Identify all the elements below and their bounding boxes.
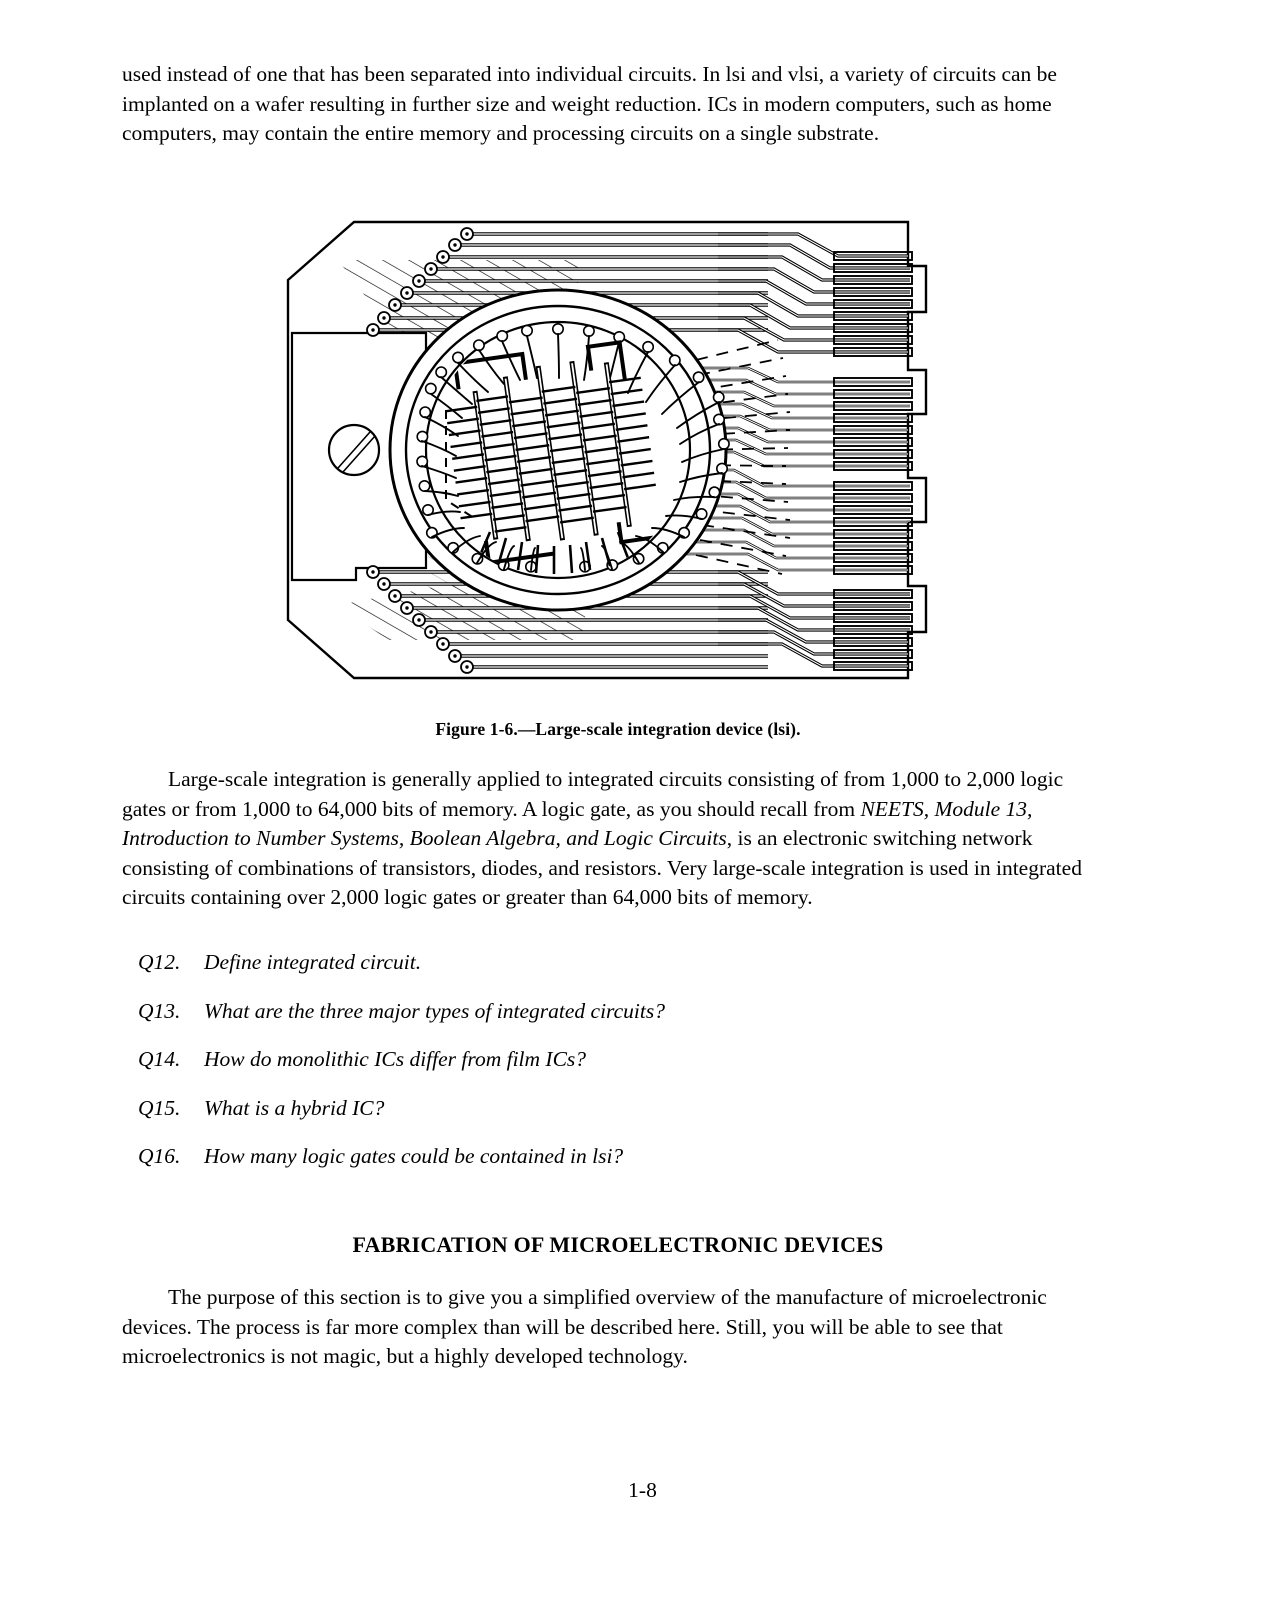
top-paragraph-block bbox=[122, 60, 1120, 149]
list-item bbox=[138, 948, 1038, 977]
page-number: 1-8 bbox=[628, 1478, 657, 1502]
question-number: Q15. bbox=[138, 1095, 181, 1120]
list-item bbox=[138, 1142, 1038, 1171]
question-text: How do monolithic ICs differ from film ICs? bbox=[204, 1047, 587, 1071]
screw-head bbox=[329, 425, 379, 475]
closing-paragraph-block bbox=[122, 1283, 1097, 1372]
section-heading: FABRICATION OF MICROELECTRONIC DEVICES bbox=[352, 1232, 884, 1257]
question-number: Q13. bbox=[138, 998, 181, 1023]
figure-lsi-device bbox=[278, 200, 958, 700]
question-number: Q14. bbox=[138, 1047, 181, 1071]
question-text: Define integrated circuit. bbox=[204, 950, 422, 974]
main-paragraph-part1: Large-scale integration is generally applied to integrated circuits consisting of from 1,000 to 2,000 logic gates or from 1,000 to 64,000 bits of memory. A logic gate, as you should recall from bbox=[122, 767, 1064, 821]
list-item bbox=[138, 1045, 1038, 1074]
top-paragraph: used instead of one that has been separated into individual circuits. In lsi and vlsi, a variety of circuits can be implanted on a wafer resulting in further size and weight reduction. ICs in modern computers, such as home computers, may contain the entire memory and processing circuits on a single substrate. bbox=[122, 62, 1057, 145]
list-item bbox=[138, 997, 1038, 1026]
question-number: Q16. bbox=[138, 1144, 181, 1168]
closing-paragraph: The purpose of this section is to give you a simplified overview of the manufacture of microelectronic devices. The process is far more complex than will be described here. Still, you will be able to see that microelectronics is not magic, but a highly developed technology. bbox=[122, 1285, 1047, 1368]
list-item bbox=[138, 1094, 1038, 1123]
question-text: What are the three major types of integrated circuits? bbox=[204, 998, 665, 1023]
figure-block bbox=[122, 200, 1114, 740]
main-paragraph-part2: , is an electronic switching network consisting of combinations of transistors, diodes, and resistors. Very large-scale integration is used in integrated circuits containing over 2,000 logic gates or greater than 64,000 bits of memory. bbox=[122, 826, 1082, 909]
question-number: Q12. bbox=[138, 950, 181, 974]
review-questions-list bbox=[138, 948, 1038, 1191]
question-text: How many logic gates could be contained in lsi? bbox=[204, 1144, 624, 1168]
figure-caption: Figure 1-6.—Large-scale integration device (lsi). bbox=[435, 719, 801, 739]
question-text: What is a hybrid IC? bbox=[204, 1095, 385, 1120]
main-paragraph-block bbox=[122, 765, 1097, 913]
main-paragraph bbox=[122, 765, 1097, 913]
main-paragraph-citation: NEETS, Module 13, Introduction to Number Systems, Boolean Algebra, and Logic Circuits bbox=[122, 796, 1033, 850]
